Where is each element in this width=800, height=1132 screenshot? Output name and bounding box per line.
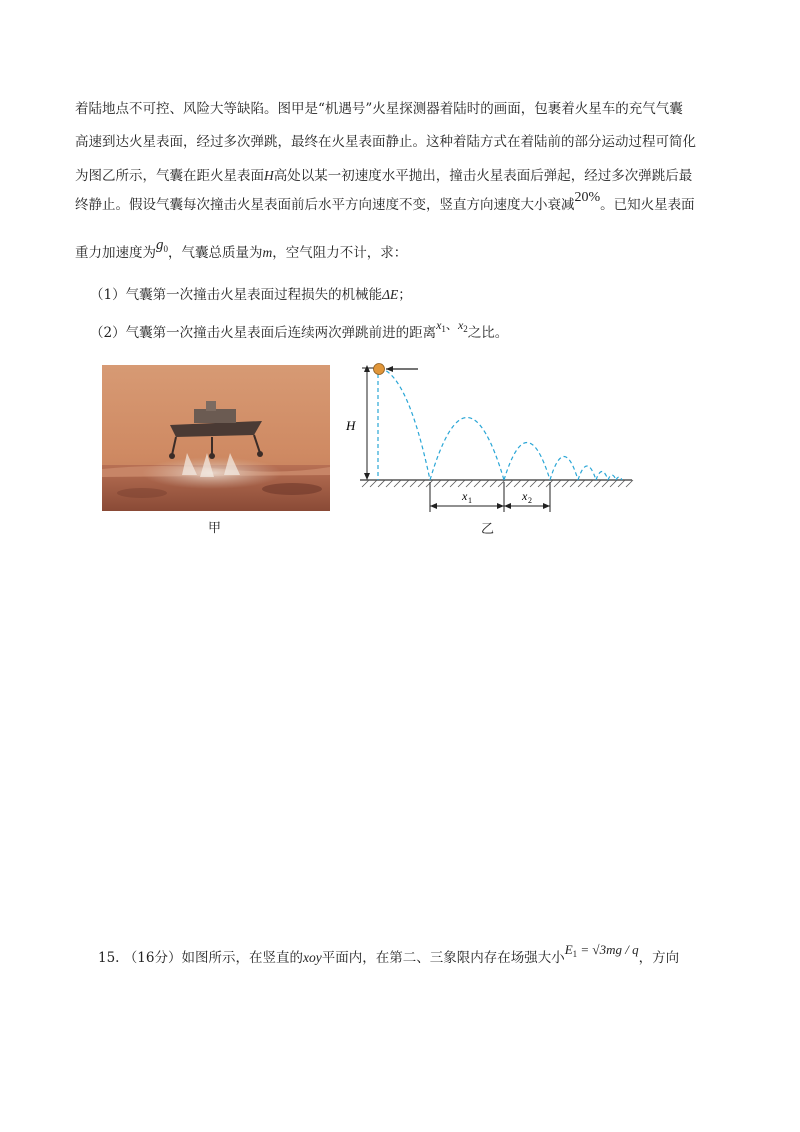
- mass-symbol: m: [262, 245, 273, 260]
- problem-15-text-b: 平面内，在第二、三象限内存在场强大小: [321, 950, 565, 966]
- line5-text-c: ，空气阻力不计，求：: [272, 245, 408, 261]
- problem-15-text-a: 如图所示，在竖直的: [181, 950, 303, 966]
- text-line-2: [75, 132, 696, 152]
- q1-text-end: ；: [398, 287, 412, 303]
- percent-value: 20%: [574, 190, 601, 205]
- problem-15-number: 15.: [98, 950, 120, 966]
- q2-text-end: 之比。: [467, 325, 509, 341]
- q2-separator: 、: [445, 318, 458, 332]
- text-line-1: [75, 99, 683, 119]
- e1-subscript: 1: [572, 949, 578, 959]
- text-line-5: [75, 237, 408, 267]
- height-symbol: H: [264, 168, 274, 183]
- height-label: H: [346, 418, 356, 433]
- text-line-3: [75, 166, 692, 186]
- bounce-trajectory-diagram: [346, 360, 640, 520]
- e1-equation: = √3mg / q: [577, 942, 639, 957]
- mars-lander-photo: [102, 365, 330, 511]
- line1-text: 着陆地点不可控、风险大等缺陷。图甲是“机遇号”火星探测器着陆时的画面，包裹着火星车的充气气囊: [75, 101, 683, 117]
- line5-text-b: ，气囊总质量为: [168, 245, 263, 261]
- line5-text-a: 重力加速度为: [75, 245, 156, 261]
- problem-15-text-c: ，方向: [638, 950, 680, 966]
- x2-label-sub: 2: [528, 496, 532, 505]
- delta-e-symbol: ΔE: [382, 287, 399, 302]
- line3-text-b: 高处以某一初速度水平抛出，撞击火星表面后弹起，经过多次弹跳后最: [273, 168, 693, 184]
- line4-text-a: 终静止。假设气囊每次撞击火星表面前后水平方向速度不变，竖直方向速度大小衰减: [75, 197, 575, 213]
- line2-text: 高速到达火星表面，经过多次弹跳，最终在火星表面静止。这种着陆方式在着陆前的部分运动过程可简化: [75, 134, 696, 150]
- gravity-symbol: g: [156, 237, 164, 253]
- figure-caption-b: 乙: [481, 522, 495, 537]
- problem-15-points: （16分）: [123, 950, 182, 966]
- figure-caption-a: 甲: [208, 521, 222, 536]
- x2-subscript: 2: [463, 324, 468, 334]
- problem-15-line: [98, 942, 680, 972]
- x2-symbol: x: [457, 318, 464, 332]
- text-line-4: [75, 190, 695, 216]
- q2-text: （2）气囊第一次撞击火星表面后连续两次弹跳前进的距离: [90, 325, 437, 341]
- xoy-symbol: xoy: [302, 950, 322, 965]
- line3-text-a: 为图乙所示，气囊在距火星表面: [75, 168, 264, 184]
- question-1: [90, 285, 412, 305]
- x1-subscript: 1: [441, 324, 446, 334]
- q1-text: （1）气囊第一次撞击火星表面过程损失的机械能: [90, 287, 383, 303]
- x1-label: x: [462, 489, 468, 503]
- x1-label-sub: 1: [468, 496, 472, 505]
- x2-label: x: [522, 489, 528, 503]
- line4-text-b: 。已知火星表面: [600, 197, 695, 213]
- e1-symbol: E: [564, 942, 573, 957]
- gravity-subscript: 0: [163, 244, 168, 254]
- x1-symbol: x: [436, 318, 442, 332]
- question-2: [90, 318, 509, 347]
